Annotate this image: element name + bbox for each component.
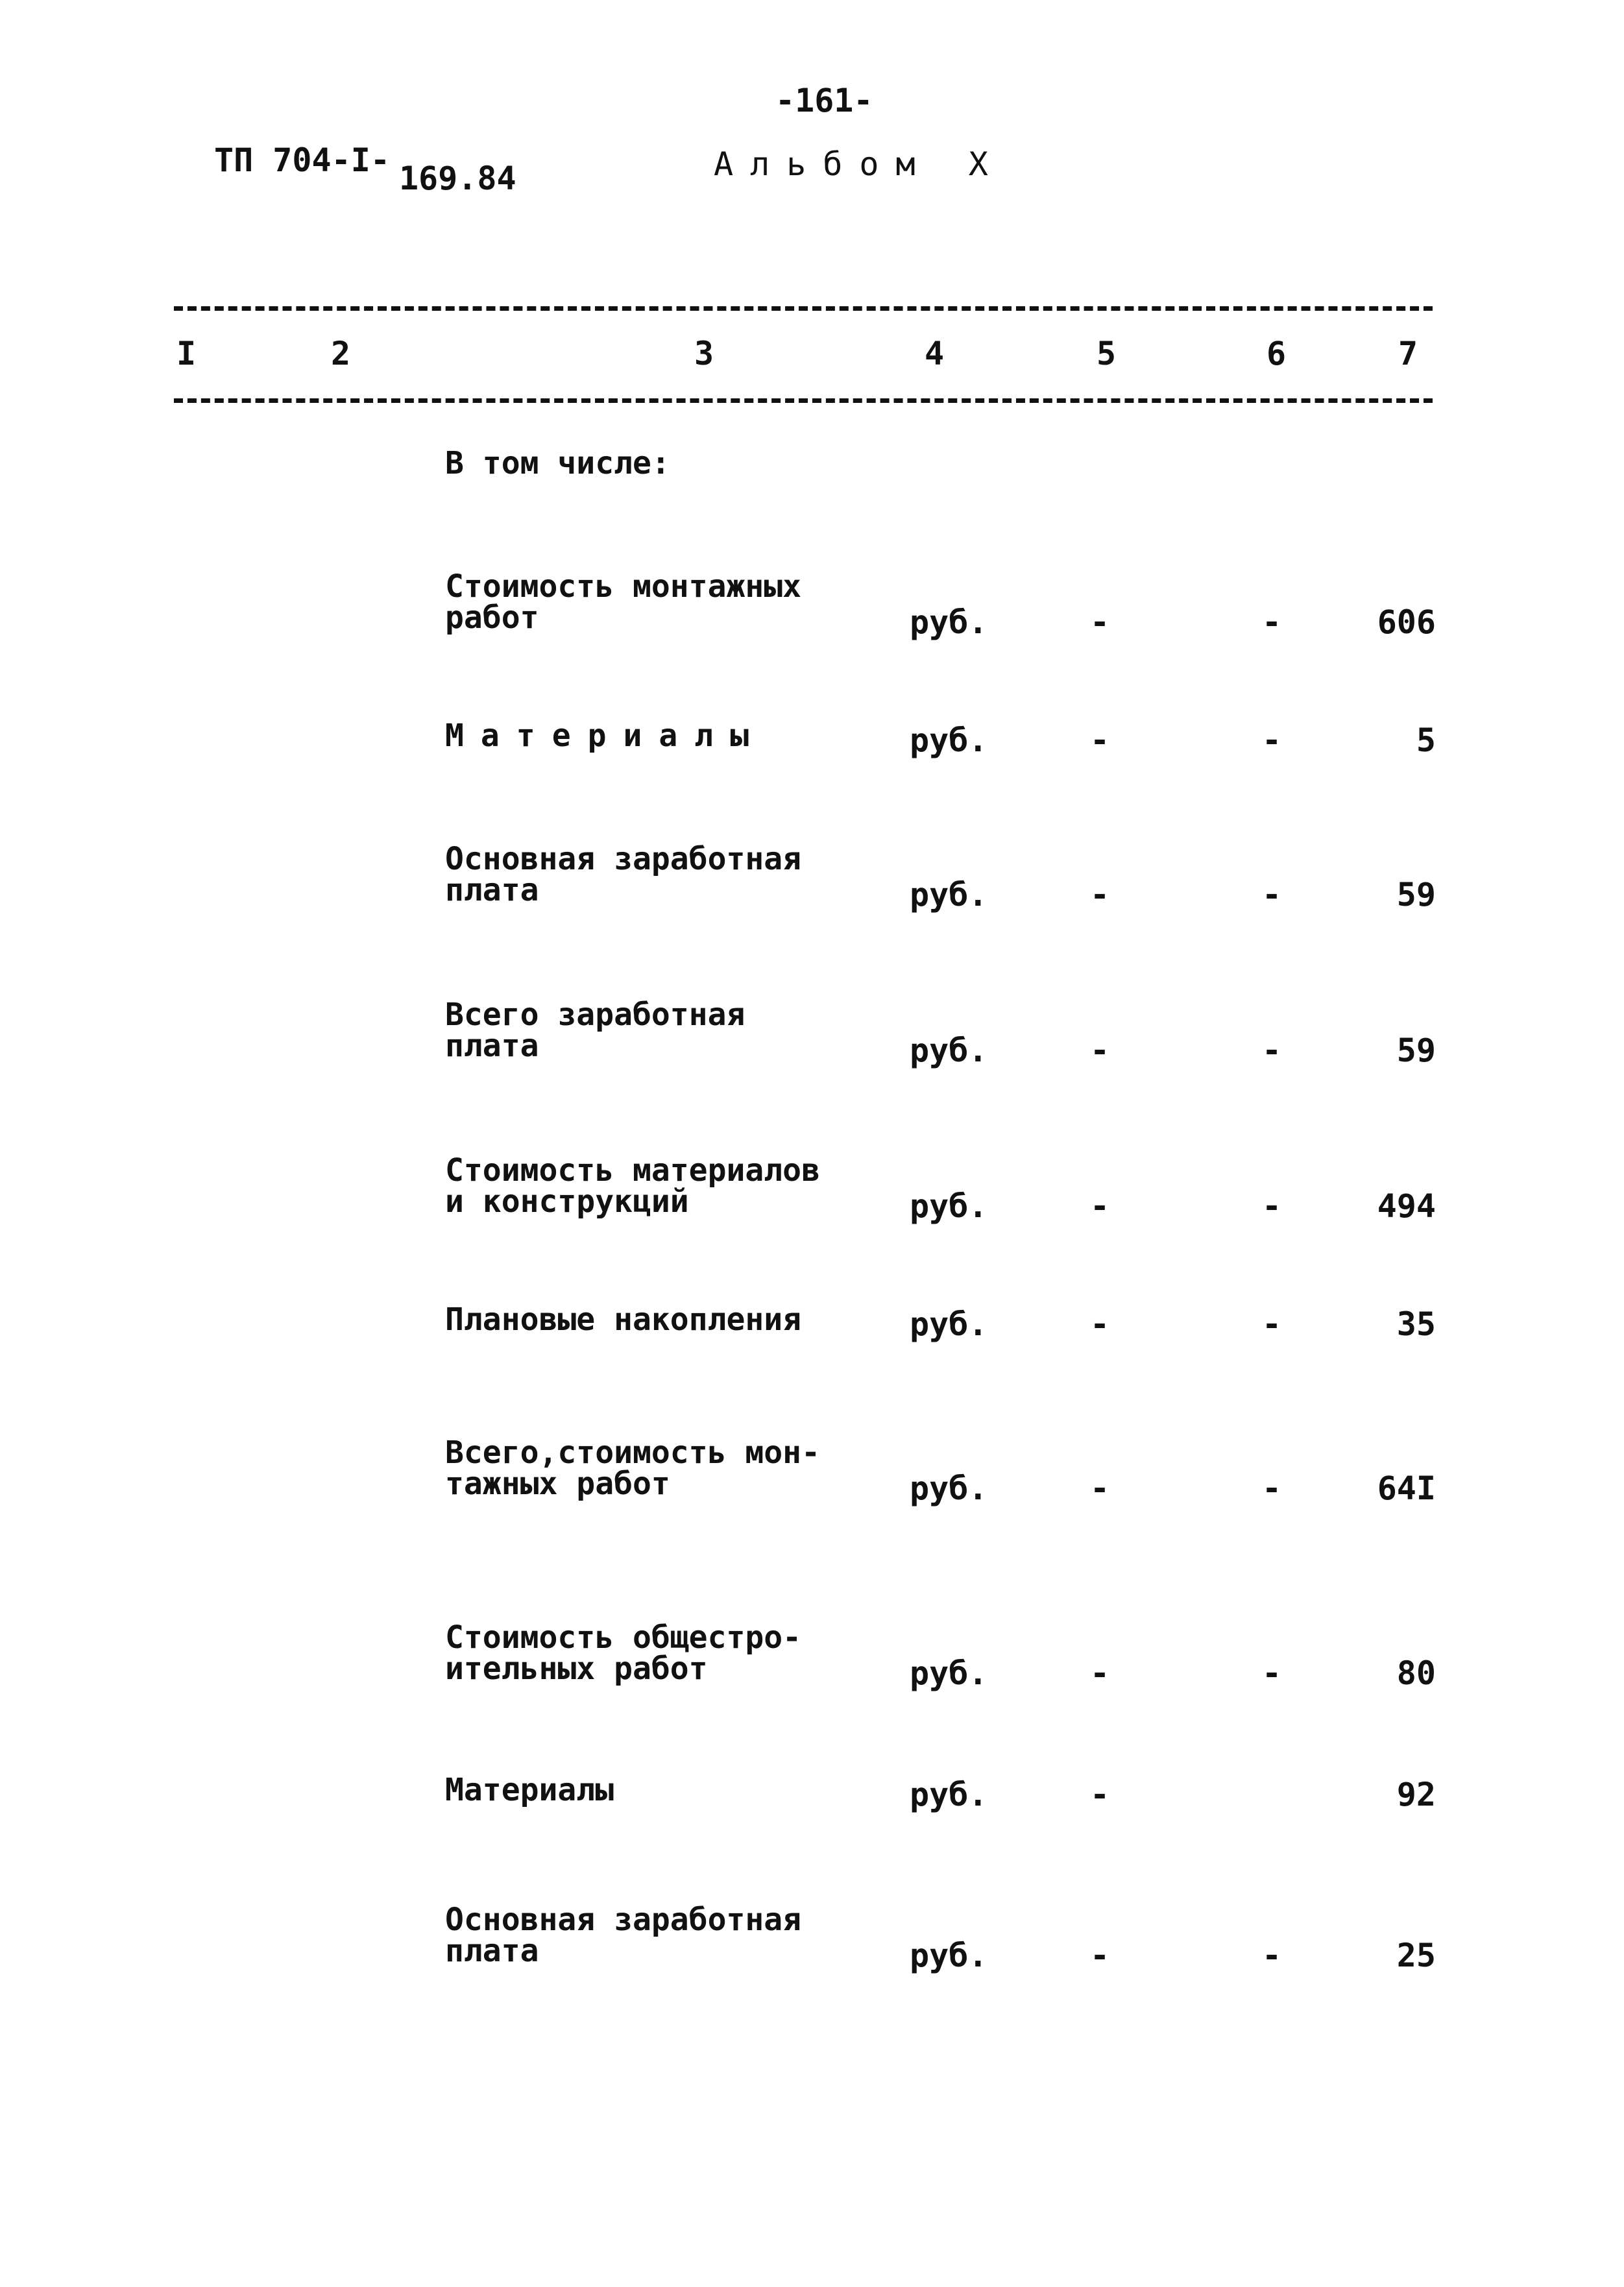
row-unit: руб.	[910, 1470, 988, 1507]
page-number: -161-	[775, 82, 873, 119]
row-col5-dash: -	[1090, 1032, 1110, 1069]
row-unit: руб.	[910, 1937, 988, 1974]
row-label	[445, 1152, 820, 1220]
row-col5-dash: -	[1090, 876, 1110, 914]
row-label-line: Основная заработная	[445, 1902, 802, 1938]
row-value: 80	[1396, 1654, 1436, 1692]
row-label-line: Всего заработная	[445, 997, 745, 1033]
row-value: 25	[1396, 1937, 1436, 1974]
row-label-line: Материалы	[445, 718, 766, 754]
row-label-line: Материалы	[445, 1772, 614, 1808]
row-unit: руб.	[910, 1305, 988, 1343]
row-label	[445, 718, 766, 754]
row-unit: руб.	[910, 1776, 988, 1813]
row-label-line: Основная заработная	[445, 841, 802, 877]
row-col5-dash: -	[1090, 1776, 1110, 1813]
table-header-rule-bottom	[174, 398, 1433, 403]
column-number-1: I	[176, 335, 197, 372]
row-col5-dash: -	[1090, 1470, 1110, 1507]
row-label-line: Стоимость материалов	[445, 1152, 820, 1189]
row-unit: руб.	[910, 721, 988, 759]
column-number-7: 7	[1398, 335, 1418, 372]
row-label-line: плата	[445, 872, 539, 908]
row-col6-dash: -	[1262, 721, 1282, 759]
row-label	[445, 1301, 802, 1338]
row-label	[445, 997, 745, 1064]
row-unit: руб.	[910, 1187, 988, 1225]
row-label-line: плата	[445, 1028, 539, 1064]
row-col5-dash: -	[1090, 1187, 1110, 1225]
row-label-line: и конструкций	[445, 1183, 689, 1220]
row-label-line: Стоимость общестро-	[445, 1619, 802, 1656]
row-col5-dash: -	[1090, 1305, 1110, 1343]
row-col5-dash: -	[1090, 721, 1110, 759]
column-number-3: 3	[694, 335, 714, 372]
row-label-line: ительных работ	[445, 1651, 708, 1687]
row-label-line: Всего,стоимость мон-	[445, 1434, 820, 1471]
row-value: 5	[1416, 721, 1436, 759]
row-value: 59	[1396, 876, 1436, 914]
row-unit: руб.	[910, 1654, 988, 1692]
column-number-6: 6	[1266, 335, 1287, 372]
row-unit: руб.	[910, 876, 988, 914]
row-value: 92	[1396, 1776, 1436, 1813]
row-value: 606	[1377, 603, 1436, 641]
row-label	[445, 843, 801, 906]
row-col6-dash: -	[1262, 1654, 1282, 1692]
row-label-line: тажных работ	[445, 1466, 670, 1502]
document-code-suffix: 169.84	[398, 160, 516, 197]
row-label	[445, 1434, 820, 1502]
row-label-line: плата	[445, 1933, 539, 1969]
row-col6-dash: -	[1262, 876, 1282, 914]
row-value: 64I	[1377, 1470, 1436, 1507]
row-col5-dash: -	[1090, 1654, 1110, 1692]
row-unit: руб.	[910, 603, 988, 641]
album-title: Альбом X	[714, 145, 1005, 183]
row-label	[445, 1774, 614, 1806]
row-label-line: Стоимость монтажных	[445, 568, 802, 605]
section-title: В том числе:	[445, 445, 670, 481]
table-header-rule-top	[174, 306, 1433, 311]
column-number-2: 2	[331, 335, 351, 372]
row-col5-dash: -	[1090, 603, 1110, 641]
row-unit: руб.	[910, 1032, 988, 1069]
row-col5-dash: -	[1090, 1937, 1110, 1974]
row-col6-dash: -	[1262, 1187, 1282, 1225]
row-col6-dash: -	[1262, 603, 1282, 641]
row-value: 494	[1377, 1187, 1436, 1225]
row-col6-dash: -	[1262, 1470, 1282, 1507]
document-code	[214, 141, 516, 197]
row-col6-dash: -	[1262, 1937, 1282, 1974]
row-col6-dash: -	[1262, 1305, 1282, 1343]
column-number-5: 5	[1097, 335, 1117, 372]
row-col6-dash: -	[1262, 1032, 1282, 1069]
document-code-prefix: ТП 704-I-	[214, 141, 390, 179]
row-label-line: Плановые накопления	[445, 1301, 802, 1338]
row-value: 59	[1396, 1032, 1436, 1069]
row-value: 35	[1396, 1305, 1436, 1343]
row-label	[445, 568, 802, 636]
row-label	[445, 1902, 802, 1969]
column-number-4: 4	[925, 335, 945, 372]
row-label	[445, 1619, 802, 1687]
row-label-line: работ	[445, 599, 539, 636]
